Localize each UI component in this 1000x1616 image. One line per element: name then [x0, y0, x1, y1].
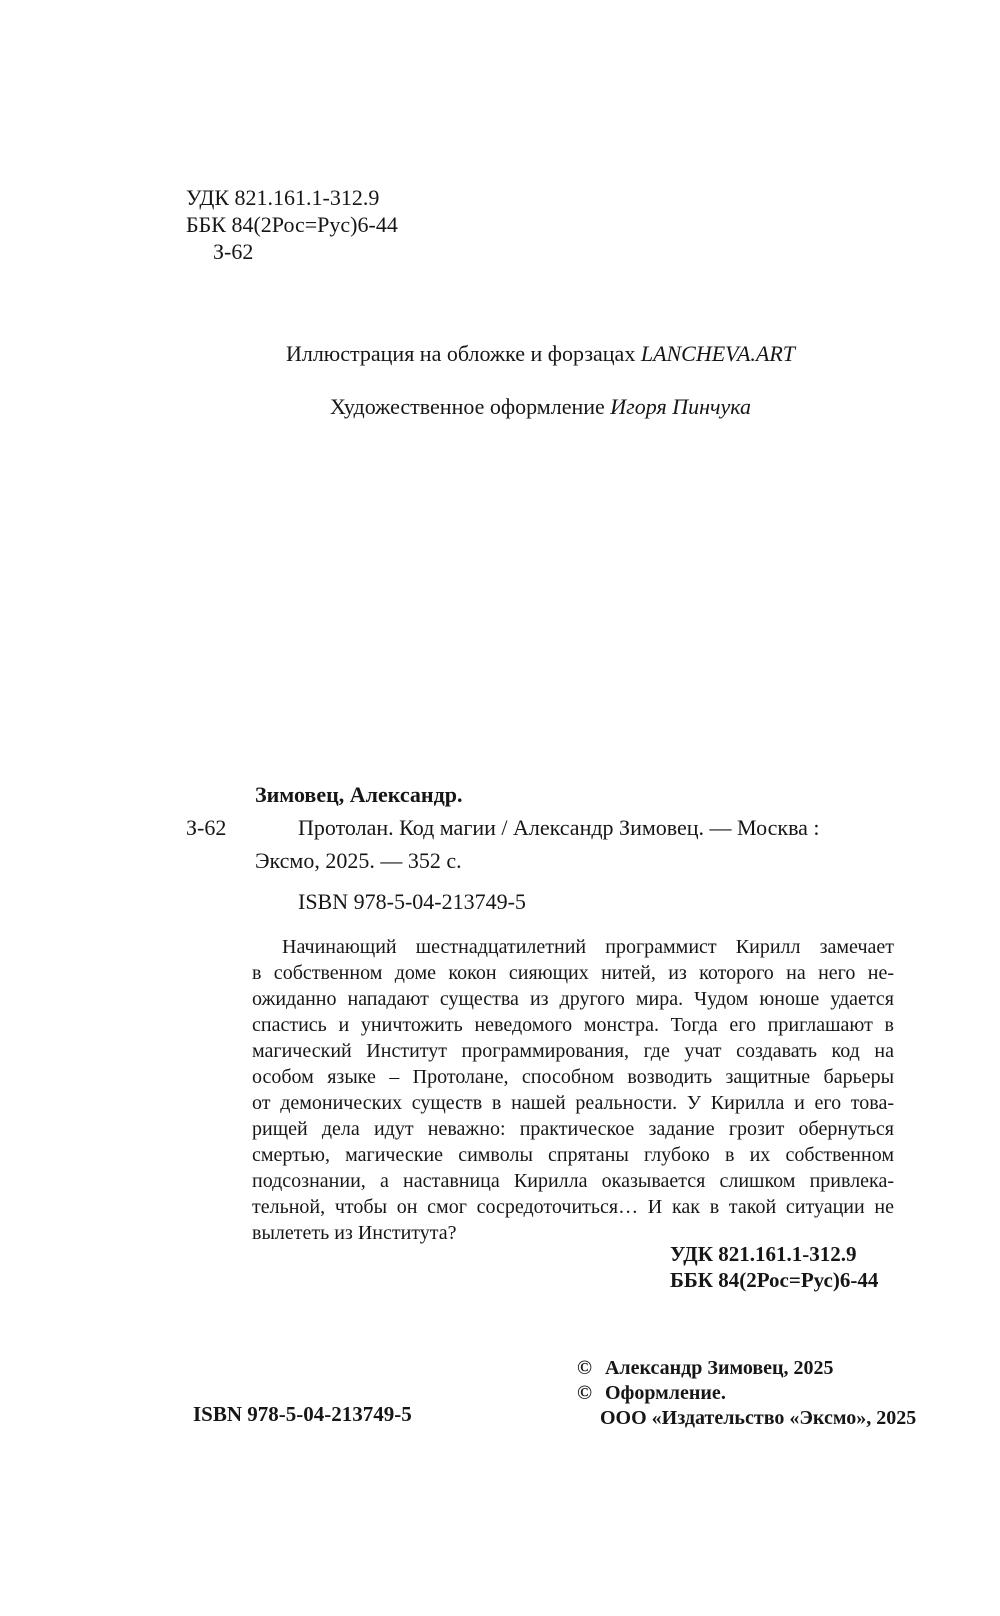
artwork-credits	[186, 340, 895, 420]
annotation-line: Начинающий шестнадцатилетний программист Кирилл замечает	[282, 936, 894, 958]
copyright-author-line	[577, 1356, 916, 1381]
annotation-paragraph	[252, 934, 894, 1246]
copyright-design-text: Оформление.	[604, 1382, 726, 1404]
copyright-publisher-line: ООО «Издательство «Эксмо», 2025	[600, 1407, 917, 1429]
design-credit-text: Художественное оформление	[329, 394, 611, 419]
cover-illustration-artist: LANCHEVA.ART	[640, 341, 796, 366]
top-classification-codes	[186, 184, 398, 265]
annotation-line: ожиданно нападают существа из другого мира. Чудом юноше удается	[252, 988, 894, 1010]
catalog-author-heading: Зимовец, Александр.	[255, 782, 463, 807]
copyright-design-line	[577, 1381, 916, 1406]
bbk-code-bottom: ББК 84(2Рос=Рус)6-44	[670, 1268, 879, 1292]
catalog-card	[186, 778, 895, 877]
copyright-block	[577, 1356, 916, 1431]
catalog-title-text: Протолан. Код магии / Александр Зимовец. — Москва :	[298, 815, 820, 840]
bbk-code: ББК 84(2Рос=Рус)6-44	[186, 212, 398, 237]
udk-code-bottom: УДК 821.161.1-312.9	[670, 1242, 857, 1266]
copyright-symbol: ©	[577, 1382, 592, 1404]
annotation-line: смертью, магические символы спрятаны глубоко в их собственном	[252, 1144, 894, 1166]
copyright-symbol: ©	[577, 1357, 592, 1379]
annotation-line: вылететь из Института?	[252, 1222, 457, 1244]
annotation-line: особом языке – Протолане, способном возводить защитные барьеры	[252, 1066, 894, 1088]
annotation-line: тельной, чтобы он смог сосредоточиться… И как в такой ситуации не	[252, 1196, 894, 1218]
annotation-line: в собственном доме кокон сияющих нитей, из которого на него не-	[252, 962, 894, 984]
isbn-bottom: ISBN 978-5-04-213749-5	[193, 1402, 412, 1426]
annotation-line: рищей дела идут неважно: практическое задание грозит обернуться	[252, 1118, 894, 1140]
catalog-title-line	[186, 811, 895, 844]
bottom-classification-codes	[670, 1241, 878, 1293]
design-artist: Игоря Пинчука	[610, 394, 752, 419]
author-sign-code: З-62	[213, 239, 254, 264]
annotation-line: спастись и уничтожить неведомого монстра. Тогда его приглашают в	[252, 1014, 894, 1036]
catalog-author-sign: З-62	[186, 815, 227, 840]
cover-illustration-credit-text: Иллюстрация на обложке и форзацах	[285, 341, 641, 366]
design-credit	[186, 393, 895, 420]
annotation-line: от демонических существ в нашей реальности. У Кирилла и его това-	[252, 1092, 894, 1114]
udk-code: УДК 821.161.1-312.9	[186, 185, 380, 210]
catalog-imprint-line: Эксмо, 2025. — 352 с.	[255, 848, 462, 873]
copyright-author-text: Александр Зимовец, 2025	[604, 1357, 834, 1379]
cover-illustration-credit	[186, 340, 895, 367]
isbn-catalog: ISBN 978-5-04-213749-5	[298, 889, 526, 914]
annotation-line: магический Институт программирования, где учат создавать код на	[252, 1040, 894, 1062]
annotation-line: подсознании, а наставница Кирилла оказывается слишком привлека-	[252, 1170, 894, 1192]
